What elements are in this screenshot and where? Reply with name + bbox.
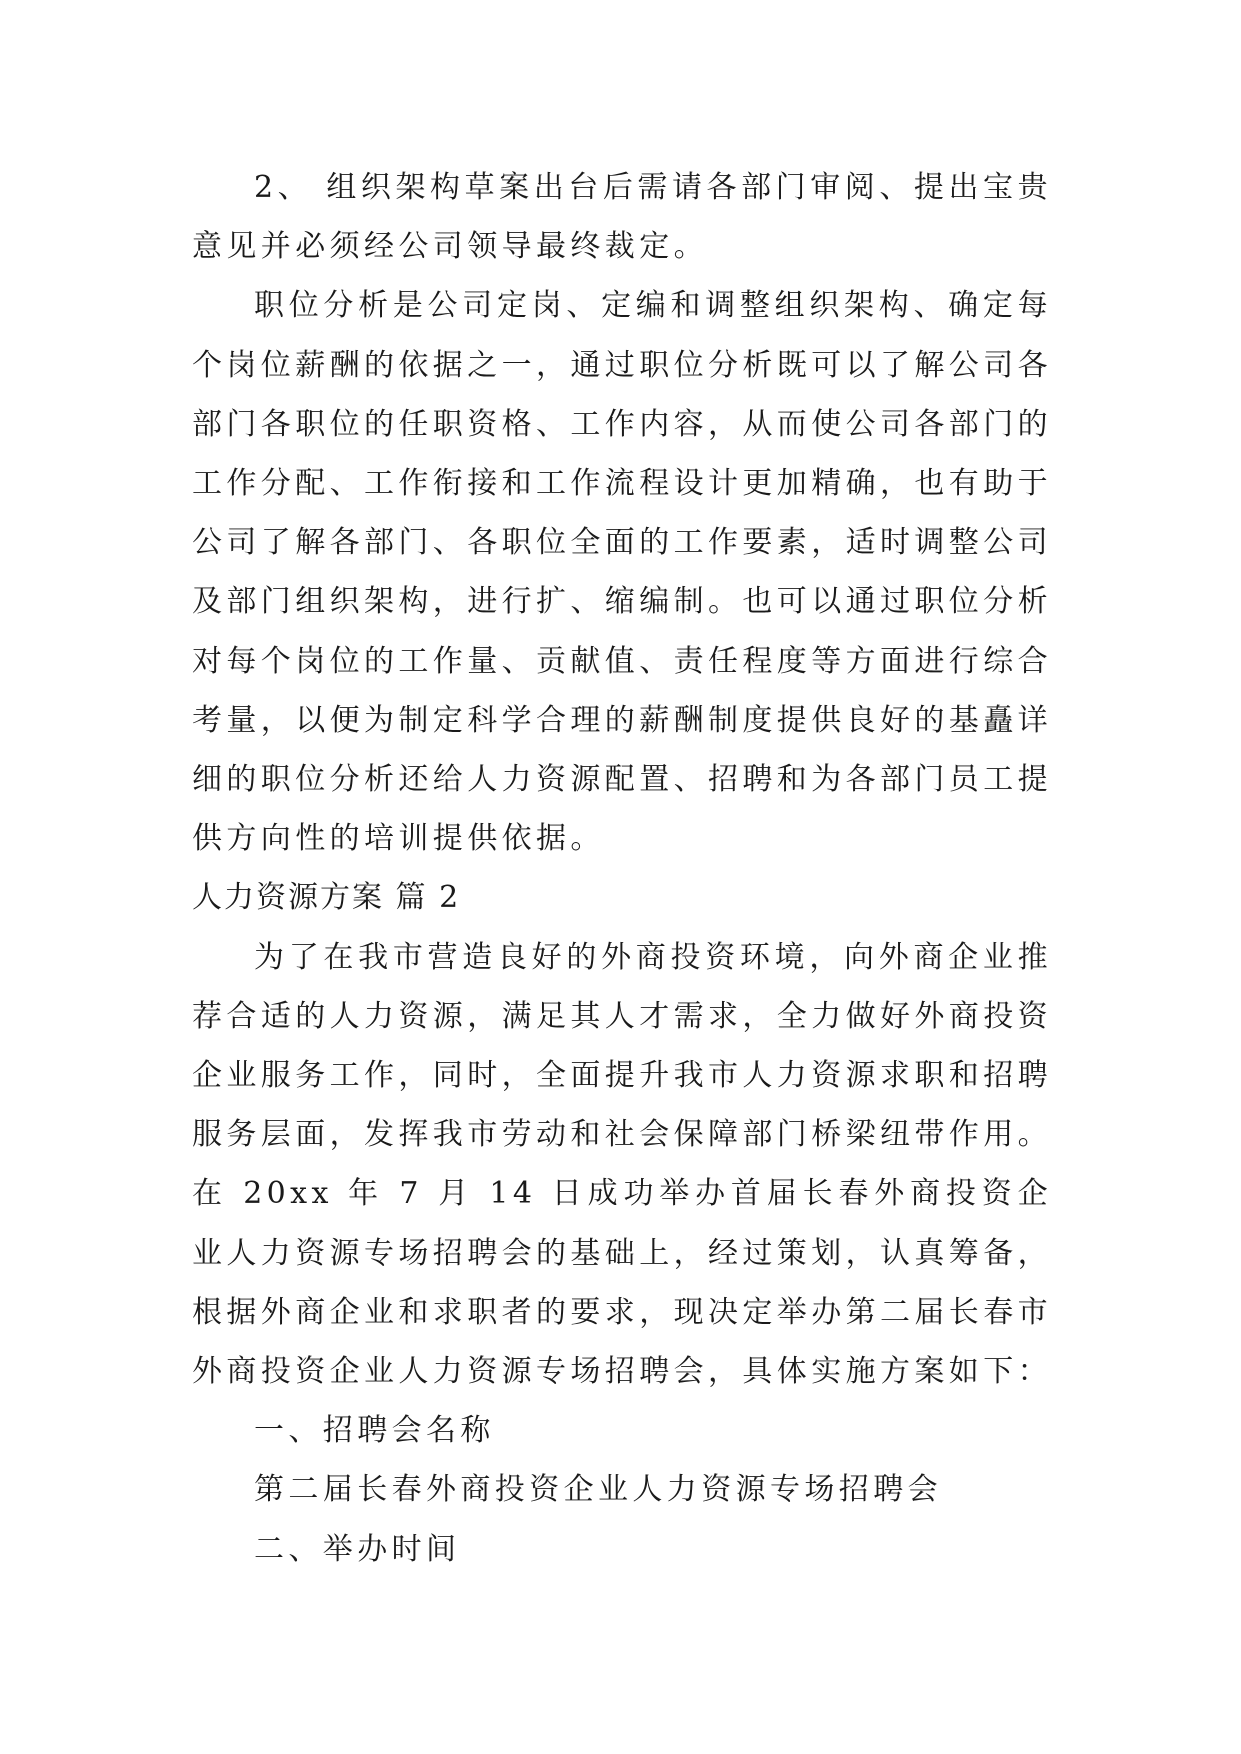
section-heading-plan-2: 人力资源方案 篇 2 [192, 880, 461, 916]
subheading-fair-name: 一、招聘会名称 [254, 1413, 495, 1449]
paragraph-org-draft-review: 2、 组织架构草案出台后需请各部门审阅、提出宝贵意见并必须经公司领导最终裁定。 [192, 170, 1052, 265]
paragraph-fair-name-value: 第二届长春外商投资企业人力资源专场招聘会 [254, 1472, 942, 1508]
subheading-fair-time: 二、举办时间 [254, 1531, 461, 1567]
document-body [192, 158, 1052, 1579]
paragraph-job-analysis: 职位分析是公司定岗、定编和调整组织架构、确定每个岗位薪酬的依据之一，通过职位分析既可以了解公司各部门各职位的任职资格、工作内容，从而使公司各部门的工作分配、工作衔接和工作流程设计更加精确，也有助于公司了解各部门、各职位全面的工作要素，适时调整公司及部门组织架构，进行扩、缩编制。也可以通过职位分析对每个岗位的工作量、贡献值、责任程度等方面进行综合考量，以便为制定科学合理的薪酬制度提供良好的基矗详细的职位分析还给人力资源配置、招聘和为各部门员工提供方向性的培训提供依据。 [192, 288, 1052, 857]
paragraph-plan-intro: 为了在我市营造良好的外商投资环境，向外商企业推荐合适的人力资源，满足其人才需求，全力做好外商投资企业服务工作，同时，全面提升我市人力资源求职和招聘服务层面，发挥我市劳动和社会保障部门桥梁纽带作用。在 20xx 年 7 月 14 日成功举办首届长春外商投资企业人力资源专场招聘会的基础上，经过策划，认真筹备，根据外商企业和求职者的要求，现决定举办第二届长春市外商投资企业人力资源专场招聘会，具体实施方案如下： [192, 939, 1052, 1390]
